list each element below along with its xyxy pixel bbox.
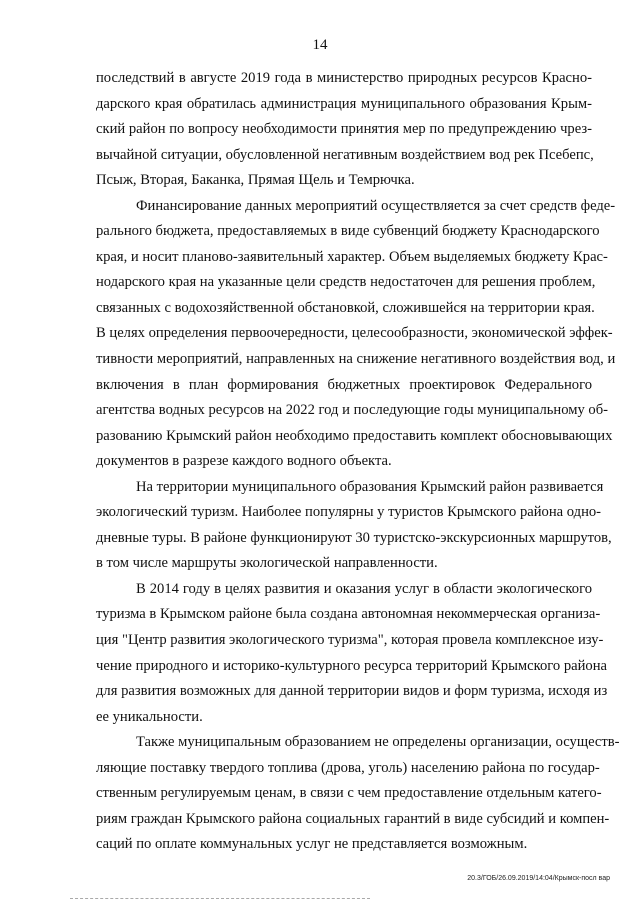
text-line: В 2014 году в целях развития и оказания услуг в области экологического (136, 580, 592, 597)
text-line: В целях определения первоочередности, целесообразности, экономической эффек- (96, 325, 613, 342)
text-line: риям граждан Крымского района социальных гарантий в виде субсидий и компен- (96, 810, 610, 827)
scan-edge-marks (70, 898, 370, 905)
footer-file-code: 20.3/ГОБ/26.09.2019/14:04/Крымск-посл вар (467, 875, 610, 882)
text-line: агентства водных ресурсов на 2022 год и последующие годы муниципальному об- (96, 402, 608, 419)
text-line: включения в план формирования бюджетных проектировок Федерального (96, 376, 592, 393)
text-line: дарского края обратилась администрация муниципального образования Крым- (96, 95, 592, 112)
text-line: Псыж, Вторая, Баканка, Прямая Щель и Темрючка. (96, 172, 415, 189)
body-text (96, 66, 620, 858)
text-line: ее уникальности. (96, 708, 203, 725)
text-line: в том числе маршруты экологической направленности. (96, 555, 438, 572)
text-line: разованию Крымский район необходимо предоставить комплект обосновывающих (96, 427, 613, 444)
text-line: чение природного и историко-культурного ресурса территорий Крымского района (96, 657, 608, 674)
text-line: документов в разрезе каждого водного объекта. (96, 453, 392, 470)
page-number: 14 (312, 37, 328, 53)
text-line: связанных с водохозяйственной обстановкой, сложившейся на территории края. (96, 299, 595, 316)
text-line: для развития возможных для данной территории видов и форм туризма, исходя из (96, 683, 608, 700)
text-line: нодарского края на указанные цели средств недостаточен для решения проблем, (96, 274, 596, 291)
text-line: дневные туры. В районе функционируют 30 туристско-экскурсионных маршрутов, (96, 529, 612, 546)
text-line: тивности мероприятий, направленных на снижение негативного воздействия вод, и (96, 351, 616, 368)
text-line: Также муниципальным образованием не определены организации, осуществ- (136, 734, 620, 751)
text-line: ляющие поставку твердого топлива (дрова, уголь) населению района по государ- (96, 759, 600, 776)
text-line: ский район по вопросу необходимости принятия мер по предупреждению чрез- (96, 121, 592, 138)
text-line: На территории муниципального образования Крымский район развивается (136, 478, 604, 495)
text-line: Финансирование данных мероприятий осуществляется за счет средств феде- (136, 197, 616, 214)
text-line: туризма в Крымском районе была создана автономная некоммерческая организа- (96, 606, 601, 623)
text-line: саций по оплате коммунальных услуг не представляется возможным. (96, 836, 528, 853)
text-line: рального бюджета, предоставляемых в виде субвенций бюджету Краснодарского (96, 223, 600, 240)
text-line: последствий в августе 2019 года в министерство природных ресурсов Красно- (96, 70, 592, 86)
text-line: края, и носит планово-заявительный характер. Объем выделяемых бюджету Крас- (96, 248, 608, 265)
text-line: ция "Центр развития экологического туризма", которая провела комплексное изу- (96, 632, 604, 649)
text-line: вычайной ситуации, обусловленной негативным воздействием вод рек Псебепс, (96, 146, 594, 163)
text-line: экологический туризм. Наиболее популярны у туристов Крымского района одно- (96, 504, 602, 521)
text-line: ственным регулируемым ценам, в связи с чем предоставление отдельным катего- (96, 785, 602, 802)
